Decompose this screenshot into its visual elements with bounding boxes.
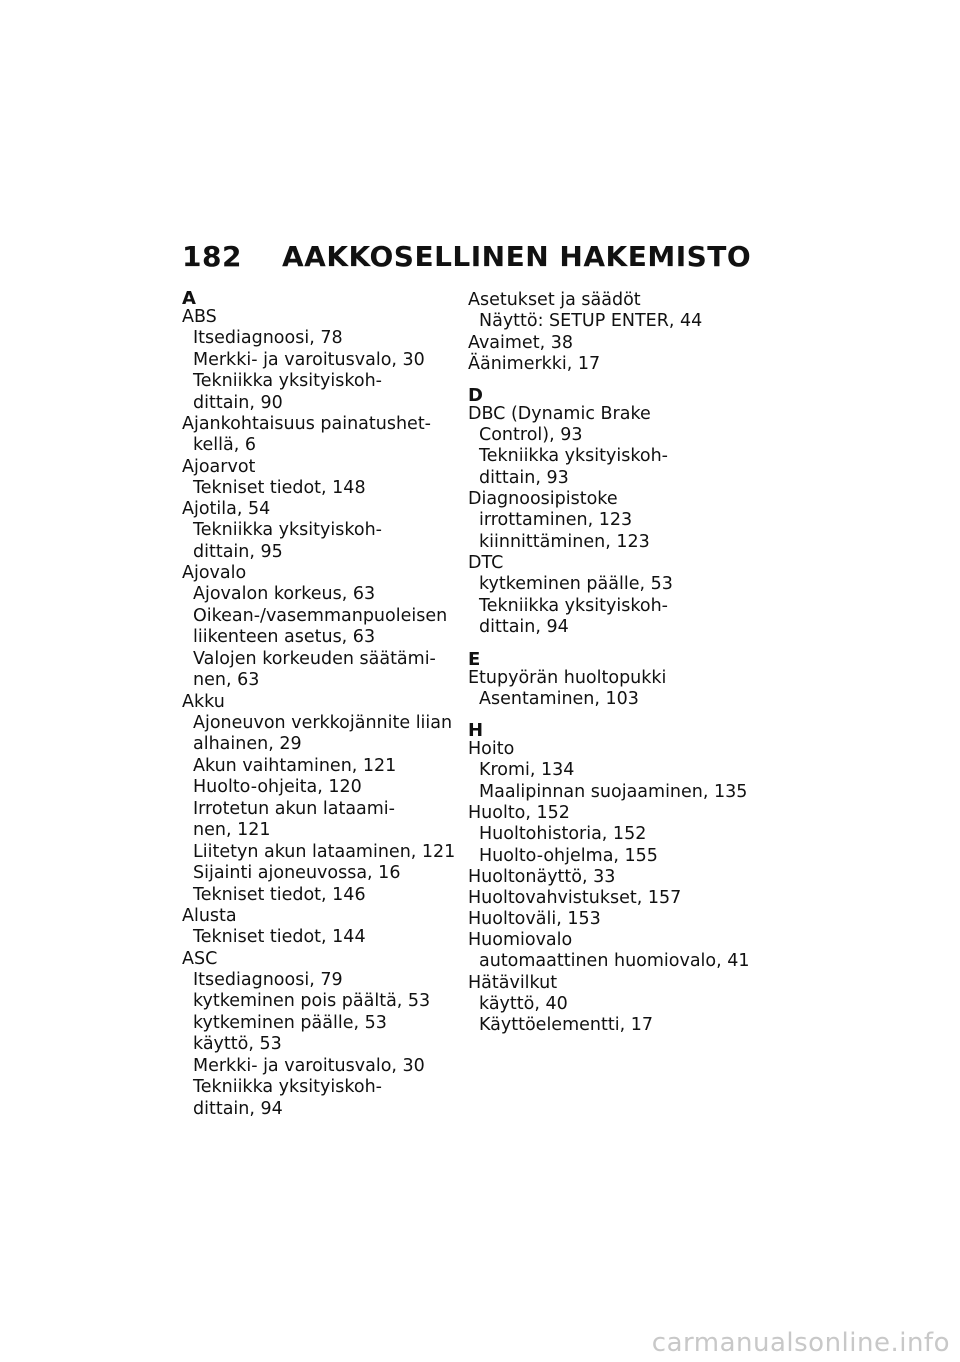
index-subentry: liikenteen asetus, 63 (193, 627, 376, 647)
index-subentry: Itsediagnoosi, 79 (193, 969, 343, 990)
index-subentry: Tekniikka yksityiskoh- (479, 446, 668, 466)
index-entry: Huoltonäyttö, 33 (468, 867, 616, 887)
index-subentry: Akun vaihtaminen, 121 (193, 755, 397, 776)
index-subentry: käyttö, 40 (479, 993, 568, 1014)
index-subentry: Tekniikka yksityiskoh- (193, 1077, 382, 1097)
index-subentry: alhainen, 29 (193, 734, 302, 754)
index-subentry: irrottaminen, 123 (479, 510, 633, 530)
index-subentry: Asentaminen, 103 (479, 688, 639, 709)
index-subentry: kellä, 6 (193, 435, 256, 455)
index-column-left (182, 290, 472, 1120)
index-entry: Huolto, 152 (468, 803, 570, 823)
index-subentry: automaattinen huomiovalo, 41 (479, 951, 750, 971)
index-subentry: dittain, 93 (479, 467, 569, 488)
index-subentry: nen, 121 (193, 820, 271, 840)
index-entry: Avaimet, 38 (468, 332, 573, 353)
index-entry: Diagnoosipistoke (468, 489, 618, 509)
index-subentry: nen, 63 (193, 670, 260, 690)
index-subentry: kytkeminen pois päältä, 53 (193, 991, 431, 1011)
index-entry: ASC (182, 948, 218, 969)
index-subentry: Liitetyn akun lataaminen, 121 (193, 841, 456, 862)
page-header (182, 240, 751, 273)
index-subentry: Tekniikka yksityiskoh- (479, 595, 668, 616)
index-entry: Hätävilkut (468, 972, 558, 993)
index-entry: DTC (468, 553, 504, 573)
index-subentry: dittain, 94 (479, 617, 569, 637)
index-subentry: Huolto-ohjeita, 120 (193, 777, 362, 797)
index-entry: Huoltovahvistukset, 157 (468, 888, 682, 908)
index-subentry: Tekniset tiedot, 148 (193, 477, 366, 498)
index-subentry: Tekniset tiedot, 146 (193, 884, 366, 905)
index-entry: Ajovalo (182, 563, 247, 583)
watermark: carmanualsonline.info (651, 1328, 950, 1358)
index-subentry: Irrotetun akun lataami- (193, 798, 395, 819)
index-subentry: Merkki- ja varoitusvalo, 30 (193, 1055, 425, 1076)
index-entry: DBC (Dynamic Brake (468, 403, 651, 424)
index-entry: Asetukset ja säädöt (468, 290, 641, 310)
index-entry: Äänimerkki, 17 (468, 353, 601, 374)
index-subentry: kytkeminen päälle, 53 (479, 574, 673, 594)
index-subentry: kiinnittäminen, 123 (479, 531, 650, 552)
index-subentry: Ajovalon korkeus, 63 (193, 584, 376, 604)
index-entry: Etupyörän huoltopukki (468, 667, 667, 688)
page-number: 182 (182, 240, 242, 273)
index-subentry: käyttö, 53 (193, 1034, 282, 1054)
index-entry: Hoito (468, 739, 515, 759)
index-entry: Akku (182, 691, 225, 712)
index-letter-heading: E (468, 648, 481, 670)
index-entry: Huoltoväli, 153 (468, 909, 601, 929)
index-subentry: Oikean-/vasemmanpuoleisen (193, 605, 448, 626)
index-subentry: Huolto-ohjelma, 155 (479, 845, 658, 866)
index-subentry: Huoltohistoria, 152 (479, 824, 647, 844)
index-subentry: Näyttö: SETUP ENTER, 44 (479, 311, 703, 331)
index-subentry: Tekniikka yksityiskoh- (193, 520, 382, 540)
index-entry: Huomiovalo (468, 930, 573, 950)
index-subentry: Tekniikka yksityiskoh- (193, 371, 382, 391)
index-entry: Alusta (182, 906, 237, 926)
index-subentry: Käyttöelementti, 17 (479, 1015, 653, 1035)
index-subentry: Maalipinnan suojaaminen, 135 (479, 781, 748, 802)
index-letter-heading: H (468, 720, 484, 741)
index-subentry: Control), 93 (479, 424, 583, 445)
index-letter-heading: A (182, 288, 196, 309)
index-column-right (468, 290, 768, 1037)
index-entry: ABS (182, 307, 217, 327)
index-subentry: Merkki- ja varoitusvalo, 30 (193, 349, 425, 370)
index-subentry: Ajoneuvon verkkojännite liian (193, 712, 453, 733)
index-entry: Ajotila, 54 (182, 499, 271, 519)
index-entry: Ajankohtaisuus painatushet- (182, 414, 431, 434)
index-subentry: Tekniset tiedot, 144 (193, 927, 366, 947)
index-entry: Ajoarvot (182, 456, 256, 477)
index-subentry: Kromi, 134 (479, 760, 575, 780)
index-subentry: Valojen korkeuden säätämi- (193, 648, 436, 669)
index-subentry: dittain, 90 (193, 392, 283, 413)
index-subentry: dittain, 94 (193, 1098, 283, 1119)
index-subentry: kytkeminen päälle, 53 (193, 1012, 387, 1033)
index-subentry: Sijainti ajoneuvossa, 16 (193, 863, 401, 883)
index-subentry: dittain, 95 (193, 541, 283, 562)
page-title: AAKKOSELLINEN HAKEMISTO (282, 240, 752, 273)
index-letter-heading: D (468, 384, 483, 406)
index-subentry: Itsediagnoosi, 78 (193, 328, 343, 348)
